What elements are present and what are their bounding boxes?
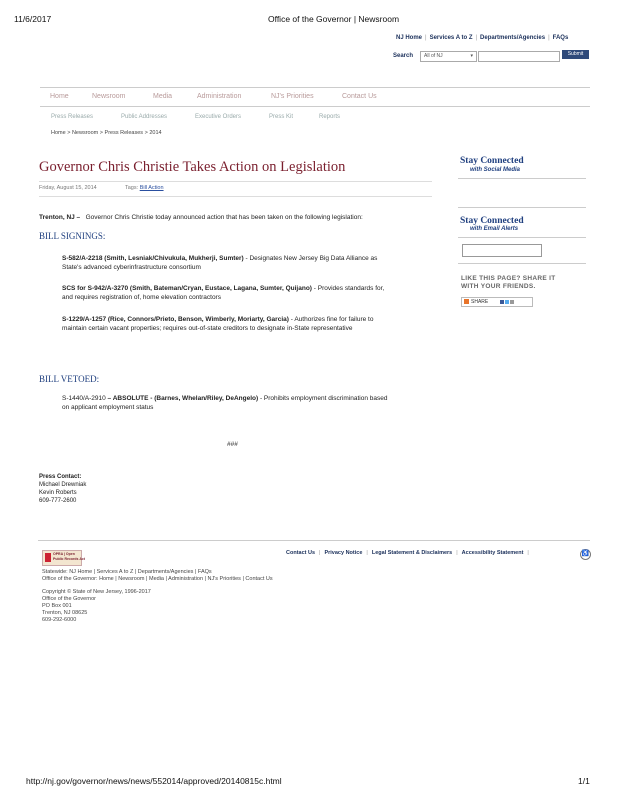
subnav-press-releases[interactable]: Press Releases (51, 114, 94, 120)
tags-label: Tags: (125, 185, 139, 191)
bill-item (62, 284, 392, 302)
search-input[interactable] (478, 51, 560, 62)
bill-desc: - Authorizes fine for failure to maintain certain vacant properties; requires out-of-state creditors to designate in-State representative (62, 316, 374, 332)
main-nav (40, 87, 590, 107)
share-prompt-line: LIKE THIS PAGE? SHARE IT (461, 275, 556, 282)
footer-office-links[interactable]: Office of the Governor: Home | Newsroom | Media | Administration | NJ's Priorities | Contact Us (42, 576, 273, 582)
bill-desc: - Provides standards for, and requires registration of, home elevation contractors (62, 285, 385, 301)
address-line: PO Box 001 (42, 603, 72, 609)
footer-link-legal[interactable]: Legal Statement & Disclaimers (371, 550, 453, 556)
share-button-label: SHARE (471, 299, 489, 305)
print-title: Office of the Governor | Newsroom (268, 14, 400, 24)
bill-item (62, 254, 392, 272)
footer-links: Contact Us | Privacy Notice | Legal Statement & Disclaimers | Accessibility Statement | (286, 550, 529, 556)
share-icon (464, 299, 469, 304)
nav-media[interactable]: Media (153, 93, 173, 100)
share-prompt-line: WITH YOUR FRIENDS. (461, 283, 536, 290)
email-subheading: with Email Alerts (470, 226, 519, 232)
sub-nav (40, 114, 590, 124)
bill-vetoed-heading: BILL VETOED: (39, 374, 100, 384)
bill-signings-heading: BILL SIGNINGS: (39, 231, 106, 241)
nav-newsroom[interactable]: Newsroom (92, 93, 126, 100)
subnav-public-addresses[interactable]: Public Addresses (121, 114, 168, 120)
press-contact (39, 473, 86, 505)
bill-desc: - Prohibits employment discrimination based on applicant employment status (62, 395, 388, 411)
print-url: http://nj.gov/governor/news/news/552014/approved/20140815c.html (26, 776, 282, 786)
vetoed-bill-item (62, 394, 392, 412)
accessibility-icon[interactable]: ♿ (580, 549, 591, 560)
tag-link[interactable]: Bill Action (139, 185, 164, 191)
share-button[interactable] (461, 297, 533, 307)
footer-address (42, 589, 151, 624)
subnav-reports[interactable]: Reports (319, 114, 341, 120)
opra-logo-line: OPRA | Open (53, 552, 75, 556)
social-subheading[interactable]: with Social Media (470, 167, 521, 173)
facebook-icon (500, 300, 504, 304)
contact-name: Kevin Roberts (39, 490, 77, 496)
top-link-services[interactable]: Services A to Z (429, 35, 473, 41)
opra-badge-icon (45, 553, 51, 562)
address-line: Trenton, NJ 08625 (42, 610, 88, 616)
bill-id: S-582/A-2218 (Smith, Lesniak/Chivukula, Mukherji, Sumter) (62, 255, 244, 262)
end-mark: ### (227, 441, 238, 448)
footer-link-privacy[interactable]: Privacy Notice (324, 550, 363, 556)
breadcrumb-newsroom[interactable]: Newsroom (71, 130, 99, 136)
opra-logo-line: Public Records Act (53, 557, 85, 561)
email-input[interactable] (462, 244, 542, 257)
page-title: Governor Chris Christie Takes Action on Legislation (39, 159, 346, 175)
social-heading: Stay Connected (460, 156, 524, 166)
bill-id: SCS for S-942/A-3270 (Smith, Bateman/Cryan, Eustace, Lagana, Sumter, Quijano) (62, 285, 312, 292)
subnav-press-kit[interactable]: Press Kit (269, 114, 294, 120)
breadcrumb-home[interactable]: Home (51, 130, 66, 136)
print-page-number: 1/1 (578, 776, 590, 786)
article-tags (125, 185, 164, 191)
twitter-icon (505, 300, 509, 304)
nav-priorities[interactable]: NJ's Priorities (271, 93, 314, 100)
opra-logo[interactable] (42, 550, 85, 566)
contact-phone: 609-777-2600 (39, 498, 77, 504)
veto-detail: – ABSOLUTE - (Barnes, Whelan/Riley, DeAngelo) (105, 395, 259, 402)
search-submit-button[interactable]: Submit (562, 50, 589, 59)
email-share-icon (510, 300, 514, 304)
chevron-down-icon: ▾ (470, 53, 473, 59)
top-link-departments[interactable]: Departments/Agencies (480, 35, 546, 41)
share-prompt (461, 275, 555, 291)
email-heading: Stay Connected (460, 216, 524, 226)
footer-statewide[interactable]: Statewide: NJ Home | Services A to Z | Departments/Agencies | FAQs (42, 569, 212, 575)
intro-text: Governor Chris Christie today announced action that has been taken on the following legislation: (85, 214, 363, 221)
top-links: NJ Home | Services A to Z | Departments/Agencies | FAQs (396, 35, 569, 41)
copyright: Copyright © State of New Jersey, 1996-2017 (42, 589, 151, 595)
article-date: Friday, August 15, 2014 (39, 185, 97, 191)
opra-logo-text (53, 552, 85, 562)
search-scope-value: All of NJ (424, 53, 443, 59)
footer-phone: 609-292-6000 (42, 617, 77, 623)
intro-dateline: Trenton, NJ – (39, 214, 81, 221)
bill-desc: - Designates New Jersey Big Data Alliance as State's advanced cyberinfrastructure consortium (62, 255, 378, 271)
top-link-nj-home[interactable]: NJ Home (396, 35, 423, 41)
print-date: 11/6/2017 (14, 14, 52, 24)
bill-id: S-1229/A-1257 (Rice, Connors/Prieto, Benson, Wimberly, Moriarty, Garcia) (62, 316, 289, 323)
nav-contact[interactable]: Contact Us (342, 93, 377, 100)
press-contact-label: Press Contact: (39, 474, 82, 480)
breadcrumb-press-releases[interactable]: Press Releases (104, 130, 144, 136)
bill-item (62, 315, 392, 333)
bill-id: S-1440/A-2910 (62, 395, 106, 402)
subnav-executive-orders[interactable]: Executive Orders (195, 114, 242, 120)
breadcrumb-year[interactable]: 2014 (149, 130, 162, 136)
nav-administration[interactable]: Administration (197, 93, 242, 100)
breadcrumb: Home > Newsroom > Press Releases > 2014 (51, 130, 162, 136)
search-label: Search (393, 53, 414, 59)
footer-link-contact[interactable]: Contact Us (286, 550, 316, 556)
search-scope-select[interactable] (420, 51, 477, 62)
article-intro (39, 213, 429, 222)
nav-home[interactable]: Home (50, 93, 69, 100)
address-line: Office of the Governor (42, 596, 97, 602)
footer-link-accessibility[interactable]: Accessibility Statement (461, 550, 524, 556)
top-link-faqs[interactable]: FAQs (552, 35, 569, 41)
contact-name: Michael Drewniak (39, 482, 87, 488)
